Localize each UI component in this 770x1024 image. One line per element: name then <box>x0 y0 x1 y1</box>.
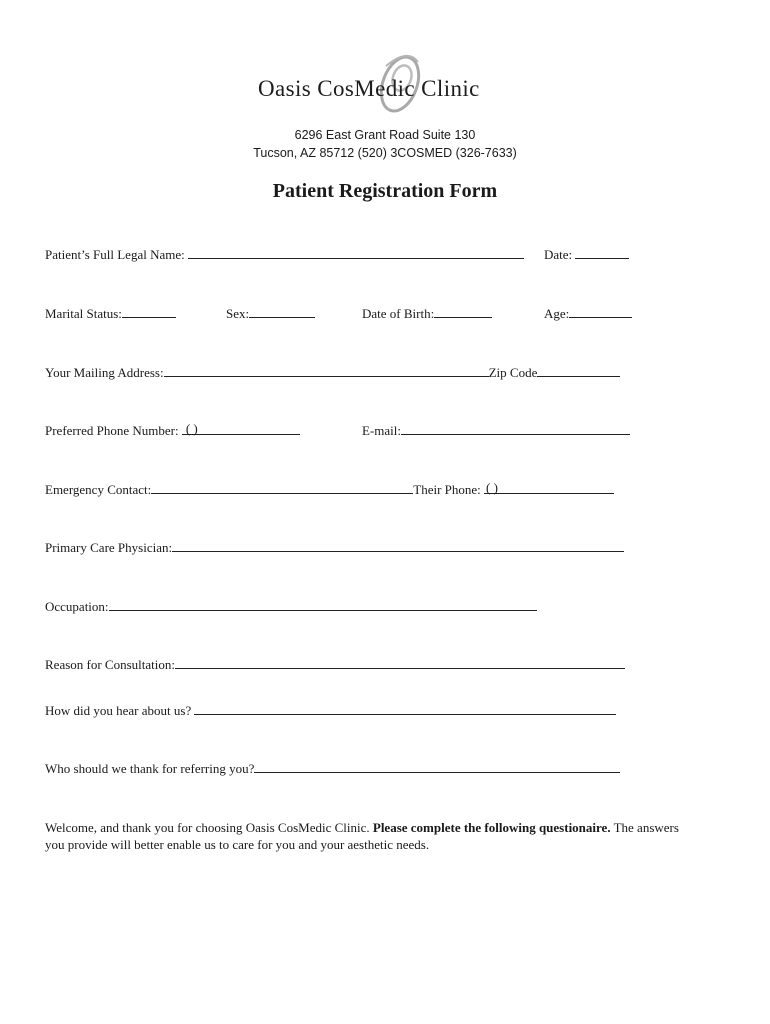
reason-label: Reason for Consultation: <box>45 657 175 672</box>
sex-label: Sex: <box>226 306 250 321</box>
pcp-field <box>45 539 624 556</box>
mailing-address-input[interactable] <box>164 364 489 377</box>
welcome-paragraph <box>45 819 695 853</box>
full-name-field <box>45 246 524 263</box>
age-label: Age: <box>544 306 570 321</box>
sex-input[interactable] <box>249 305 315 318</box>
occupation-input[interactable] <box>109 598 537 611</box>
their-phone-area-code: ( ) <box>486 480 498 495</box>
welcome-instruction: Please complete the following questionaire. <box>372 820 611 835</box>
preferred-phone-input[interactable] <box>182 422 300 435</box>
occupation-label: Occupation: <box>45 599 109 614</box>
welcome-rest: The answers you provide will better enable us to care for you and your aesthetic needs. <box>45 820 679 852</box>
pcp-input[interactable] <box>172 539 624 552</box>
their-phone-input[interactable] <box>484 481 614 494</box>
preferred-phone-field <box>45 422 300 439</box>
marital-status-label: Marital Status: <box>45 306 122 321</box>
preferred-phone-label: Preferred Phone Number: <box>45 423 179 438</box>
emergency-contact-field <box>45 481 614 498</box>
hear-about-field <box>45 702 616 719</box>
email-input[interactable] <box>401 422 630 435</box>
email-field <box>362 422 630 439</box>
mailing-address-label: Your Mailing Address: <box>45 365 164 380</box>
pcp-label: Primary Care Physician: <box>45 540 173 555</box>
dob-field <box>362 305 492 322</box>
zip-code-input[interactable] <box>537 364 620 377</box>
phone-area-code: ( ) <box>185 421 198 436</box>
marital-status-field <box>45 305 176 322</box>
referral-field <box>45 760 620 777</box>
address-line-2: Tucson, AZ 85712 (520) 3COSMED (326-7633) <box>253 146 517 160</box>
dob-label: Date of Birth: <box>362 306 435 321</box>
email-label: E-mail: <box>362 423 401 438</box>
emergency-contact-label: Emergency Contact: <box>45 482 152 497</box>
reason-field <box>45 656 625 673</box>
date-input[interactable] <box>575 246 629 259</box>
referral-input[interactable] <box>254 760 620 773</box>
clinic-name: Oasis CosMedic Clinic <box>258 76 480 101</box>
form-title: Patient Registration Form <box>272 180 498 202</box>
marital-status-input[interactable] <box>122 305 176 318</box>
sex-field <box>226 305 315 322</box>
full-name-label: Patient’s Full Legal Name: <box>45 247 185 262</box>
dob-input[interactable] <box>434 305 492 318</box>
welcome-intro: Welcome, and thank you for choosing Oasis CosMedic Clinic. <box>45 820 373 835</box>
their-phone-label: Their Phone: <box>413 482 481 497</box>
date-label: Date: <box>544 247 573 262</box>
emergency-contact-input[interactable] <box>151 481 413 494</box>
hear-about-input[interactable] <box>194 702 616 715</box>
mailing-address-field <box>45 364 620 381</box>
hear-about-label: How did you hear about us? <box>45 703 192 718</box>
reason-input[interactable] <box>175 656 625 669</box>
address-line-1: 6296 East Grant Road Suite 130 <box>294 128 476 142</box>
occupation-field <box>45 598 537 615</box>
age-input[interactable] <box>569 305 632 318</box>
full-name-input[interactable] <box>188 246 524 259</box>
zip-code-label: Zip Code <box>488 365 538 380</box>
referral-label: Who should we thank for referring you? <box>45 761 255 776</box>
age-field <box>544 305 632 322</box>
clinic-logo <box>258 44 518 114</box>
date-field <box>544 246 629 263</box>
